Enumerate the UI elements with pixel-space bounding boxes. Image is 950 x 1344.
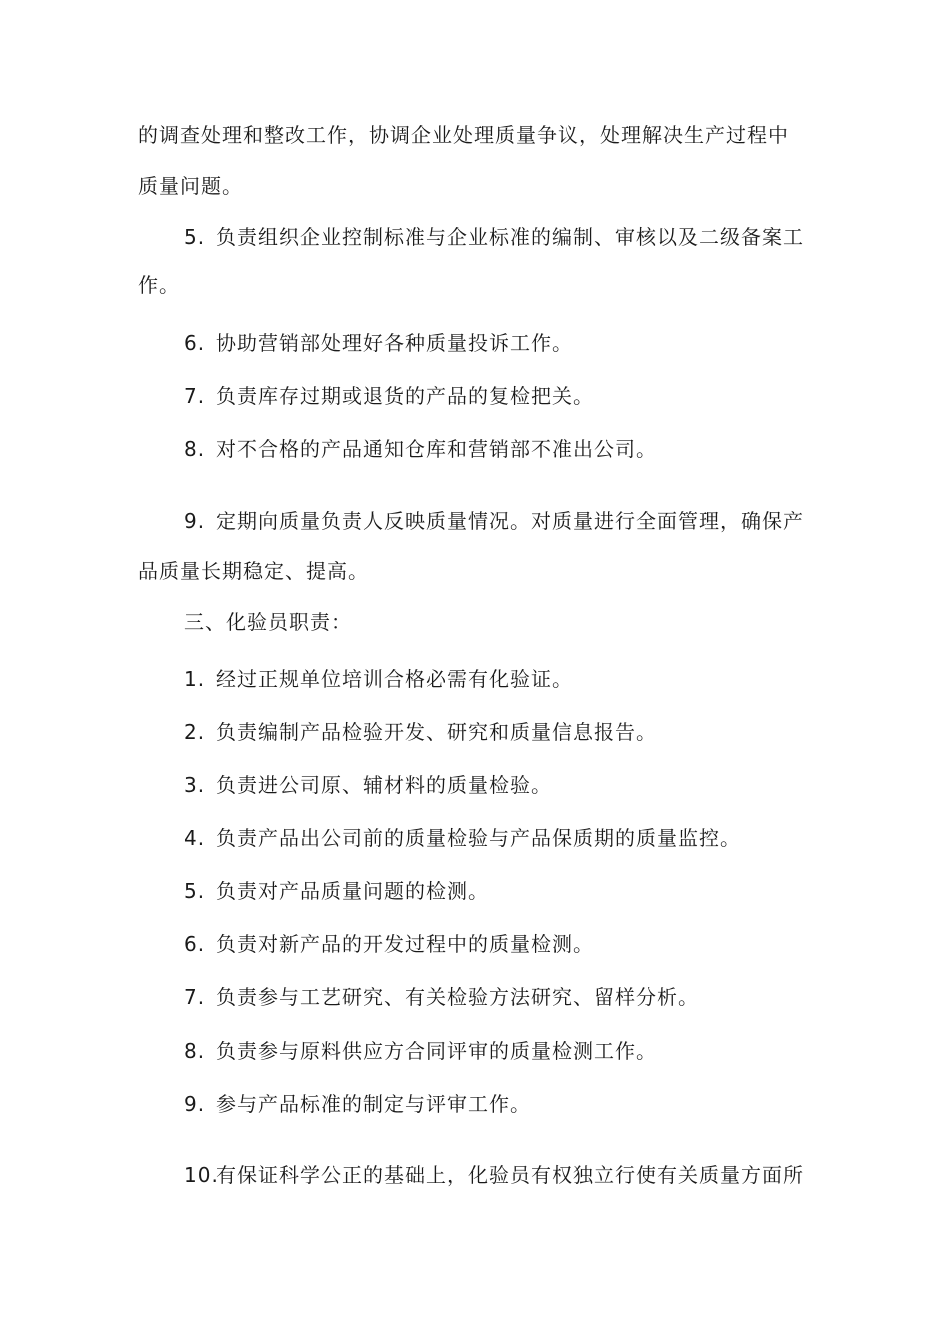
list-text: 负责参与工艺研究、有关检验方法研究、留样分析。: [216, 985, 699, 1009]
list-number: 1.: [184, 667, 206, 691]
list-text: 负责对新产品的开发过程中的质量检测。: [216, 932, 594, 956]
list-item-9: [184, 508, 804, 534]
list-number: 4.: [184, 826, 206, 850]
list-text: 负责参与原料供应方合同评审的质量检测工作。: [216, 1039, 657, 1063]
list-number: 5.: [184, 879, 206, 903]
list-number: 2.: [184, 720, 206, 744]
list-number: 7.: [184, 384, 206, 408]
duty-item-6: [184, 931, 594, 957]
list-number: 10.: [184, 1163, 219, 1187]
list-item-8: [184, 436, 657, 462]
list-number: 8.: [184, 1039, 206, 1063]
duty-item-4: [184, 825, 741, 851]
section-heading: 三、化验员职责：: [184, 610, 352, 634]
list-text: 对不合格的产品通知仓库和营销部不准出公司。: [216, 437, 657, 461]
paragraph-4-line-1: 的调查处理和整改工作，协调企业处理质量争议，处理解决生产过程中: [138, 123, 789, 147]
list-item-9-continuation: 品质量长期稳定、提高。: [138, 559, 369, 583]
duty-item-2: [184, 719, 657, 745]
list-text: 负责编制产品检验开发、研究和质量信息报告。: [216, 720, 657, 744]
list-item-6: [184, 330, 573, 356]
duty-item-9: [184, 1091, 531, 1117]
list-text: 有保证科学公正的基础上，化验员有权独立行使有关质量方面所: [216, 1163, 804, 1187]
list-number: 7.: [184, 985, 206, 1009]
list-text: 负责进公司原、辅材料的质量检验。: [216, 773, 552, 797]
list-number: 8.: [184, 437, 206, 461]
list-text: 协助营销部处理好各种质量投诉工作。: [216, 331, 573, 355]
list-number: 3.: [184, 773, 206, 797]
duty-item-1: [184, 666, 573, 692]
list-text: 负责对产品质量问题的检测。: [216, 879, 489, 903]
list-item-5-continuation: 作。: [138, 273, 180, 297]
list-number: 9.: [184, 1092, 206, 1116]
list-number: 9.: [184, 509, 206, 533]
list-text: 定期向质量负责人反映质量情况。对质量进行全面管理，确保产: [216, 509, 804, 533]
list-number: 6.: [184, 932, 206, 956]
list-text: 经过正规单位培训合格必需有化验证。: [216, 667, 573, 691]
list-number: 6.: [184, 331, 206, 355]
list-text: 负责产品出公司前的质量检验与产品保质期的质量监控。: [216, 826, 741, 850]
list-text: 负责组织企业控制标准与企业标准的编制、审核以及二级备案工: [216, 225, 804, 249]
list-text: 负责库存过期或退货的产品的复检把关。: [216, 384, 594, 408]
list-item-5: [184, 224, 804, 250]
duty-item-3: [184, 772, 552, 798]
paragraph-4-line-2: 质量问题。: [138, 174, 243, 198]
duty-item-7: [184, 984, 699, 1010]
list-item-7: [184, 383, 594, 409]
list-number: 5.: [184, 225, 206, 249]
list-text: 参与产品标准的制定与评审工作。: [216, 1092, 531, 1116]
duty-item-5: [184, 878, 489, 904]
duty-item-8: [184, 1038, 657, 1064]
duty-item-10: [184, 1162, 804, 1188]
